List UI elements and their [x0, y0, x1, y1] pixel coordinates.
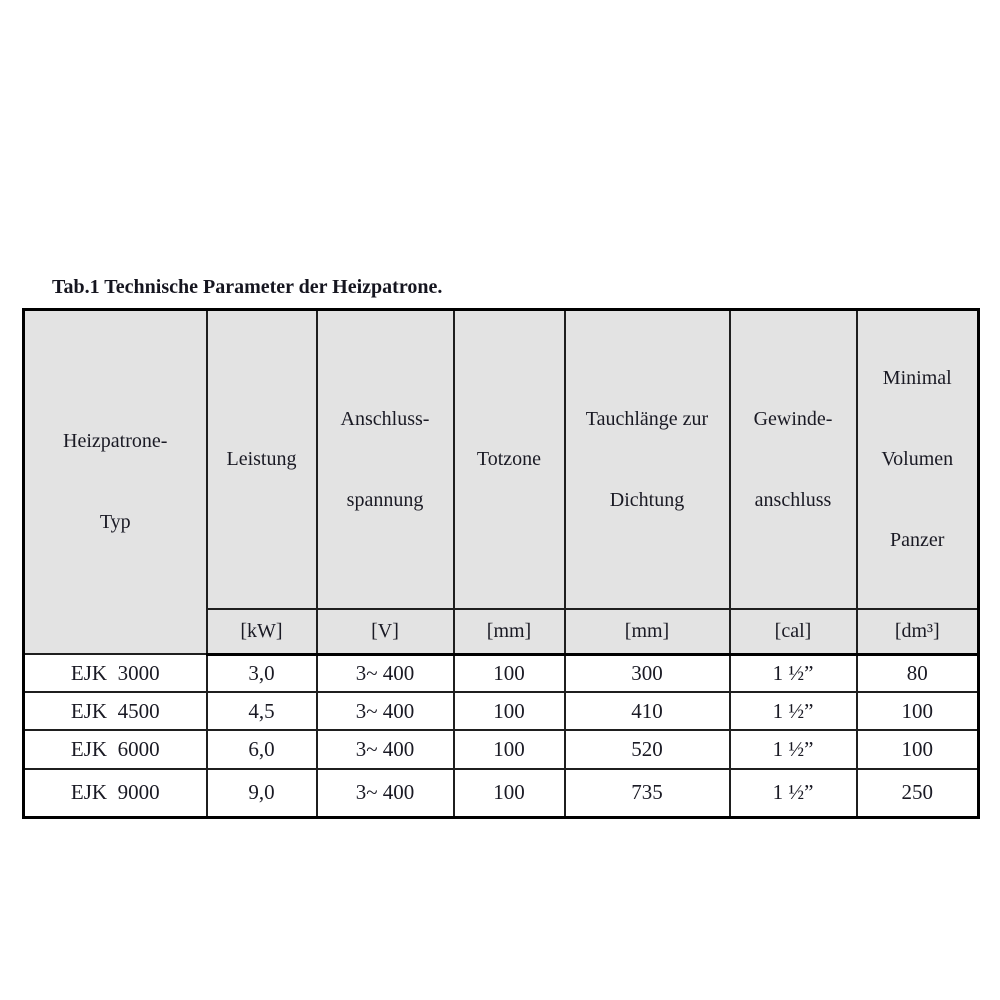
- header-line: Tauchlänge zur: [585, 407, 709, 430]
- cell-totzone: 100: [454, 769, 565, 817]
- parameters-table: [22, 308, 980, 819]
- header-line: Anschluss-: [340, 407, 430, 430]
- cell-gewindeanschluss: 1 ½”: [730, 769, 857, 817]
- cell-tauchlaenge: 410: [565, 692, 730, 730]
- table-row: [24, 730, 979, 769]
- header-line: spannung: [346, 488, 424, 511]
- cell-gewindeanschluss: 1 ½”: [730, 730, 857, 769]
- cell-typ: EJK 4500: [24, 692, 207, 730]
- unit-cell-leistung: [kW]: [207, 609, 317, 654]
- cell-minimal-volumen: 100: [857, 730, 979, 769]
- cell-anschlussspannung: 3~ 400: [317, 692, 454, 730]
- cell-totzone: 100: [454, 730, 565, 769]
- unit-cell-tauchlaenge: [mm]: [565, 609, 730, 654]
- cell-tauchlaenge: 520: [565, 730, 730, 769]
- header-cell-anschlussspannung: [317, 310, 454, 610]
- cell-leistung: 4,5: [207, 692, 317, 730]
- header-line: anschluss: [754, 488, 832, 511]
- header-line: Minimal: [882, 367, 952, 389]
- cell-tauchlaenge: 735: [565, 769, 730, 817]
- cell-typ: EJK 6000: [24, 730, 207, 769]
- table-row: [24, 769, 979, 817]
- table-row: [24, 692, 979, 730]
- header-line: Gewinde-: [753, 407, 833, 430]
- cell-tauchlaenge: 300: [565, 654, 730, 692]
- header-cell-leistung: [207, 310, 317, 610]
- table-caption: Tab.1 Technische Parameter der Heizpatrone.: [52, 276, 443, 298]
- cell-totzone: 100: [454, 692, 565, 730]
- cell-totzone: 100: [454, 654, 565, 692]
- unit-cell-totzone: [mm]: [454, 609, 565, 654]
- cell-gewindeanschluss: 1 ½”: [730, 654, 857, 692]
- header-line: Totzone: [476, 448, 542, 470]
- cell-minimal-volumen: 250: [857, 769, 979, 817]
- header-line: Typ: [99, 511, 131, 533]
- cell-leistung: 9,0: [207, 769, 317, 817]
- cell-leistung: 6,0: [207, 730, 317, 769]
- cell-anschlussspannung: 3~ 400: [317, 730, 454, 769]
- cell-anschlussspannung: 3~ 400: [317, 654, 454, 692]
- header-line: Volumen: [881, 448, 954, 470]
- header-line: Dichtung: [609, 488, 685, 511]
- unit-cell-minimal-volumen: [dm³]: [857, 609, 979, 654]
- unit-cell-anschlussspannung: [V]: [317, 609, 454, 654]
- cell-typ: EJK 9000: [24, 769, 207, 817]
- cell-gewindeanschluss: 1 ½”: [730, 692, 857, 730]
- header-line: Heizpatrone-: [63, 430, 168, 452]
- table-row: [24, 654, 979, 692]
- header-line: Panzer: [890, 529, 945, 551]
- header-cell-totzone: [454, 310, 565, 610]
- cell-minimal-volumen: 100: [857, 692, 979, 730]
- cell-anschlussspannung: 3~ 400: [317, 769, 454, 817]
- header-cell-tauchlaenge: [565, 310, 730, 610]
- header-row: [24, 310, 979, 610]
- cell-leistung: 3,0: [207, 654, 317, 692]
- header-cell-gewindeanschluss: [730, 310, 857, 610]
- header-cell-minimal-volumen: [857, 310, 979, 610]
- header-cell-heizpatrone-typ: [24, 310, 207, 655]
- cell-typ: EJK 3000: [24, 654, 207, 692]
- header-line: Leistung: [226, 448, 297, 470]
- unit-cell-gewindeanschluss: [cal]: [730, 609, 857, 654]
- cell-minimal-volumen: 80: [857, 654, 979, 692]
